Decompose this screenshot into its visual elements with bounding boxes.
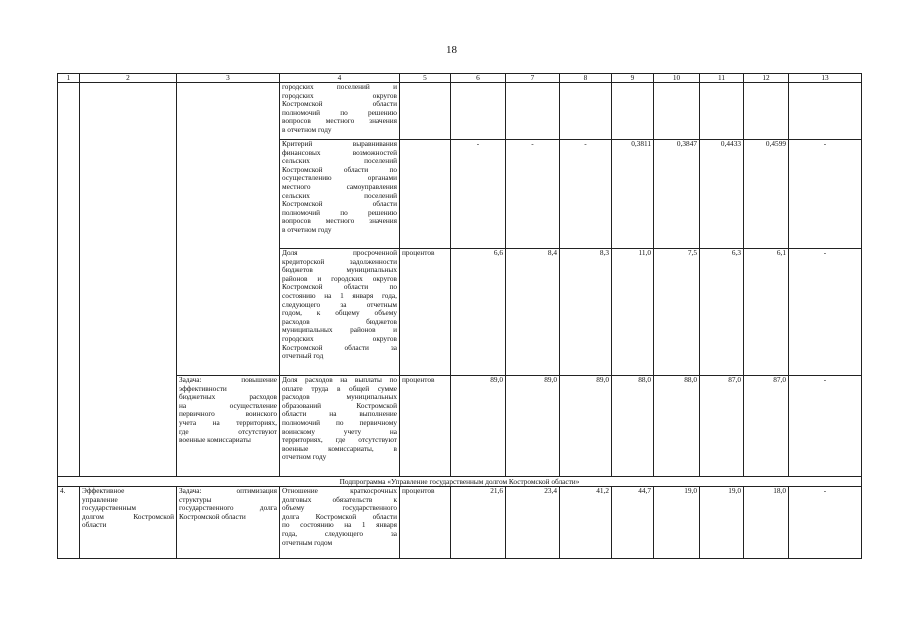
task-line: Задача: оптимизация bbox=[179, 486, 277, 495]
indicator-line: городских округов bbox=[282, 90, 397, 100]
value-cell bbox=[506, 83, 560, 140]
indicator-line: Костромской области bbox=[282, 199, 397, 209]
task-cell bbox=[177, 83, 280, 376]
indicator-line: муниципальных районов и bbox=[282, 325, 397, 335]
value-cell: 89,0 bbox=[451, 376, 506, 477]
task-line: где отсутствуют bbox=[179, 426, 277, 436]
value-cell: 7,5 bbox=[654, 249, 700, 376]
value-cell bbox=[744, 83, 789, 140]
value-cell: 21,6 bbox=[451, 487, 506, 559]
value-cell: 0,3847 bbox=[654, 140, 700, 249]
indicator-line: полномочий по решению bbox=[282, 107, 397, 117]
subprogram-title: Подпрограмма «Управление государственным долгом Костромской области» bbox=[58, 477, 862, 487]
task-line: Задача: повышение bbox=[179, 375, 277, 384]
value-cell: 8,3 bbox=[560, 249, 612, 376]
column-number: 7 bbox=[506, 74, 560, 83]
value-cell: 87,0 bbox=[700, 376, 744, 477]
value-cell: 6,3 bbox=[700, 249, 744, 376]
value-cell: 8,4 bbox=[506, 249, 560, 376]
goal-line: долгом Костромской bbox=[82, 511, 174, 521]
value-cell bbox=[451, 83, 506, 140]
indicator-line: территориях, где отсутствуют bbox=[282, 435, 397, 445]
value-cell: 41,2 bbox=[560, 487, 612, 559]
goal-cell bbox=[80, 83, 177, 477]
indicator-line: полномочий по решению bbox=[282, 207, 397, 217]
indicator-line: года, следующего за bbox=[282, 528, 397, 538]
indicator-line: расходов муниципальных bbox=[282, 392, 397, 402]
task-line: структуры bbox=[179, 494, 212, 504]
unit-cell bbox=[400, 83, 451, 140]
column-number: 6 bbox=[451, 74, 506, 83]
indicator-line: расходов бюджетов bbox=[282, 316, 397, 326]
value-cell: - bbox=[506, 140, 560, 249]
value-cell: 11,0 bbox=[612, 249, 654, 376]
column-number: 13 bbox=[789, 74, 862, 83]
column-number: 1 bbox=[58, 74, 80, 83]
table-row bbox=[58, 376, 862, 477]
task-cell bbox=[177, 487, 280, 559]
value-cell: 6,1 bbox=[744, 249, 789, 376]
indicator-line: военные комиссариаты, в bbox=[282, 443, 397, 453]
value-cell: 23,4 bbox=[506, 487, 560, 559]
column-number: 5 bbox=[400, 74, 451, 83]
column-number: 11 bbox=[700, 74, 744, 83]
goal-line: Эффективное bbox=[82, 486, 125, 495]
indicator-line: Доля просроченной bbox=[282, 248, 397, 257]
value-cell bbox=[560, 83, 612, 140]
indicator-line: районов и городских округов bbox=[282, 273, 397, 283]
note-cell bbox=[789, 83, 862, 140]
indicator-line: отчетный год bbox=[282, 351, 324, 361]
value-cell: 19,0 bbox=[654, 487, 700, 559]
indicator-line: в отчетном году bbox=[282, 224, 332, 234]
task-line: учета на территориях, bbox=[179, 417, 277, 427]
indicator-line: воинскому учету на bbox=[282, 426, 397, 436]
value-cell: 19,0 bbox=[700, 487, 744, 559]
indicator-line: отчетным годом bbox=[282, 537, 333, 547]
unit-cell bbox=[400, 140, 451, 249]
task-line: бюджетных расходов bbox=[179, 392, 277, 402]
value-cell: 44,7 bbox=[612, 487, 654, 559]
task-cell bbox=[177, 376, 280, 477]
task-line: военные комиссариаты bbox=[179, 435, 251, 445]
indicator-line: образований Костромской bbox=[282, 400, 397, 410]
indicator-line: финансовых возможностей bbox=[282, 147, 397, 157]
column-number: 3 bbox=[177, 74, 280, 83]
value-cell bbox=[700, 83, 744, 140]
indicator-cell bbox=[280, 83, 400, 140]
value-cell: 89,0 bbox=[506, 376, 560, 477]
column-number: 12 bbox=[744, 74, 789, 83]
indicator-line: Костромской области за bbox=[282, 342, 397, 352]
task-line: Костромской области bbox=[179, 511, 246, 521]
indicator-line: Костромской области по bbox=[282, 282, 397, 292]
indicator-line: кредиторской задолженности bbox=[282, 256, 397, 266]
indicator-line: Костромской области bbox=[282, 99, 397, 109]
indicator-line: долговых обязательств к bbox=[282, 494, 397, 504]
unit-cell: процентов bbox=[400, 487, 451, 559]
goal-line: управление bbox=[82, 494, 118, 504]
indicator-line: годом, к общему объему bbox=[282, 308, 397, 318]
value-cell: 88,0 bbox=[612, 376, 654, 477]
indicator-cell bbox=[280, 376, 400, 477]
indicator-line: объему государственного bbox=[282, 503, 397, 513]
value-cell: 87,0 bbox=[744, 376, 789, 477]
note-cell: - bbox=[789, 376, 862, 477]
indicator-line: долга Костромской области bbox=[282, 511, 397, 521]
value-cell: 6,6 bbox=[451, 249, 506, 376]
indicator-line: по состоянию на 1 января bbox=[282, 520, 397, 530]
goal-line: государственным bbox=[82, 503, 136, 513]
indicator-line: Критерий выравнивания bbox=[282, 139, 397, 148]
task-line: эффективности bbox=[179, 383, 227, 393]
task-line: первичного воинского bbox=[179, 409, 277, 419]
note-cell: - bbox=[789, 487, 862, 559]
value-cell bbox=[612, 83, 654, 140]
value-cell: 18,0 bbox=[744, 487, 789, 559]
value-cell: - bbox=[451, 140, 506, 249]
column-number: 4 bbox=[280, 74, 400, 83]
column-number: 9 bbox=[612, 74, 654, 83]
indicator-line: сельских поселений bbox=[282, 190, 397, 200]
indicator-line: полномочий по первичному bbox=[282, 417, 397, 427]
indicator-line: вопросов местного значения bbox=[282, 116, 397, 126]
indicator-line: осуществлению органами bbox=[282, 173, 397, 183]
value-cell: 0,4599 bbox=[744, 140, 789, 249]
page-number: 18 bbox=[446, 44, 457, 56]
column-number: 8 bbox=[560, 74, 612, 83]
indicator-line: бюджетов муниципальных bbox=[282, 265, 397, 275]
indicator-line: городских округов bbox=[282, 333, 397, 343]
column-number-row bbox=[58, 74, 862, 83]
column-number: 10 bbox=[654, 74, 700, 83]
indicator-line: области на выполнение bbox=[282, 409, 397, 419]
unit-cell: процентов bbox=[400, 249, 451, 376]
indicator-line: следующего за отчетным bbox=[282, 299, 397, 309]
table-row bbox=[58, 487, 862, 559]
note-cell: - bbox=[789, 249, 862, 376]
indicator-line: отчетном году bbox=[282, 452, 327, 462]
indicator-line: городских поселений и bbox=[282, 82, 397, 91]
indicator-cell bbox=[280, 249, 400, 376]
indicator-line: Доля расходов на выплаты по bbox=[282, 375, 397, 384]
indicator-line: сельских поселений bbox=[282, 156, 397, 166]
task-line: на осуществление bbox=[179, 400, 277, 410]
subprogram-row bbox=[58, 477, 862, 487]
indicator-line: оплате труда в общей сумме bbox=[282, 383, 397, 393]
value-cell: - bbox=[560, 140, 612, 249]
goal-line: области bbox=[82, 520, 107, 530]
task-line: государственного долга bbox=[179, 503, 277, 513]
value-cell: 89,0 bbox=[560, 376, 612, 477]
indicator-line: Отношение краткосрочных bbox=[282, 486, 397, 495]
table-row bbox=[58, 83, 862, 140]
indicator-cell bbox=[280, 140, 400, 249]
number-cell: 4. bbox=[58, 487, 80, 559]
indicator-line: состоянию на 1 января года, bbox=[282, 290, 397, 300]
indicator-line: в отчетном году bbox=[282, 124, 332, 134]
goal-cell bbox=[80, 487, 177, 559]
indicator-line: местного самоуправления bbox=[282, 181, 397, 191]
number-cell bbox=[58, 83, 80, 477]
value-cell: 0,4433 bbox=[700, 140, 744, 249]
note-cell: - bbox=[789, 140, 862, 249]
value-cell: 0,3811 bbox=[612, 140, 654, 249]
value-cell bbox=[654, 83, 700, 140]
indicator-line: Костромской области по bbox=[282, 164, 397, 174]
indicator-cell bbox=[280, 487, 400, 559]
value-cell: 88,0 bbox=[654, 376, 700, 477]
indicator-line: вопросов местного значения bbox=[282, 216, 397, 226]
column-number: 2 bbox=[80, 74, 177, 83]
unit-cell: процентов bbox=[400, 376, 451, 477]
indicators-table bbox=[57, 73, 862, 559]
